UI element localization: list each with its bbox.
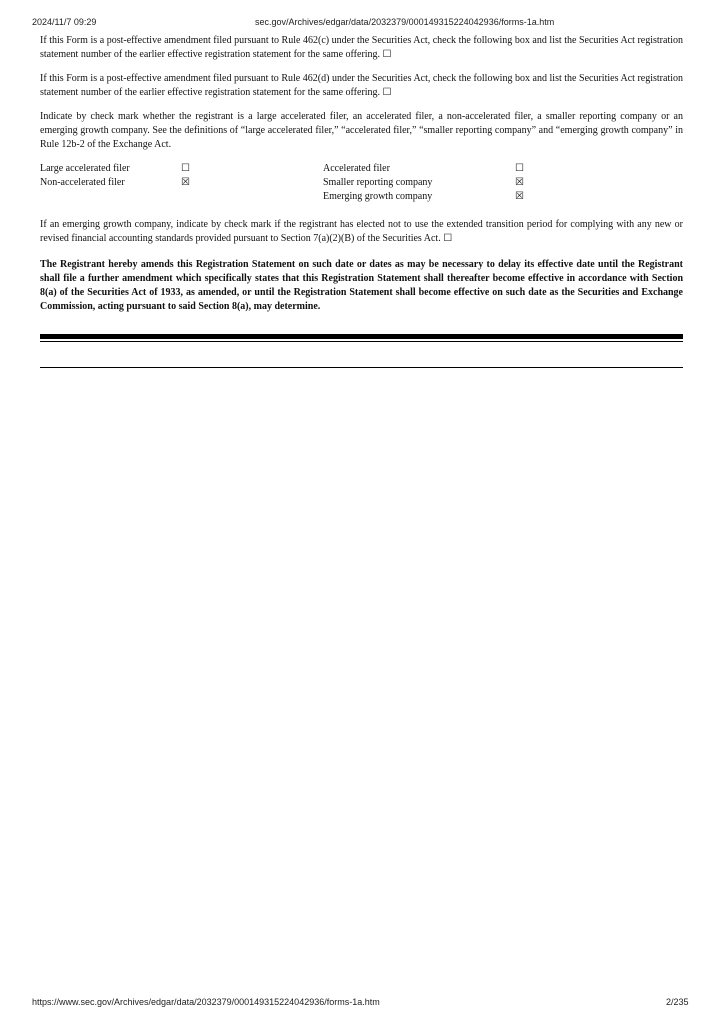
smaller-reporting-company-label: Smaller reporting company bbox=[323, 177, 433, 188]
print-page-number: 2/235 bbox=[666, 997, 689, 1007]
filer-status-table bbox=[40, 162, 683, 208]
document-body bbox=[40, 34, 683, 324]
accelerated-filer-checkbox: ☐ bbox=[515, 163, 524, 174]
section-divider-thin bbox=[40, 341, 683, 342]
print-datetime: 2024/11/7 09:29 bbox=[32, 17, 97, 27]
print-footer-url: https://www.sec.gov/Archives/edgar/data/2032379/000149315224042936/forms-1a.htm bbox=[32, 997, 380, 1007]
rule-462d-paragraph: If this Form is a post-effective amendment filed pursuant to Rule 462(d) under the Securities Act, check the following box and list the Securities Act registration statement number of the earlier effective registration statement for the same offering. ☐ bbox=[40, 73, 683, 98]
accelerated-filer-label: Accelerated filer bbox=[323, 163, 390, 174]
smaller-reporting-company-checkbox: ☒ bbox=[515, 177, 524, 188]
non-accelerated-filer-label: Non-accelerated filer bbox=[40, 177, 125, 188]
delaying-amendment-paragraph: The Registrant hereby amends this Registration Statement on such date or dates as may be necessary to delay its effective date until the Registrant shall file a further amendment which specifically states that this Registration Statement shall thereafter become effective in accordance with Section 8(a) of the Securities Act of 1933, as amended, or until the Registration Statement shall become effective on such date as the Securities and Exchange Commission, acting pursuant to said Section 8(a), may determine. bbox=[40, 259, 683, 312]
emerging-growth-company-label: Emerging growth company bbox=[323, 191, 433, 202]
print-page-url: sec.gov/Archives/edgar/data/2032379/000149315224042936/forms-1a.htm bbox=[255, 17, 555, 27]
section-divider-thick bbox=[40, 334, 683, 339]
emerging-growth-election-paragraph: If an emerging growth company, indicate by check mark if the registrant has elected not to use the extended transition period for complying with any new or revised financial accounting standards provided pursuant to Section 7(a)(2)(B) of the Securities Act. ☐ bbox=[40, 219, 683, 244]
filer-status-instructions: Indicate by check mark whether the registrant is a large accelerated filer, an accelerated filer, a non-accelerated filer, a smaller reporting company or an emerging growth company. See the definitions of “large accelerated filer,” “accelerated filer,” “smaller reporting company” and “emerging growth company” in Rule 12b-2 of the Exchange Act. bbox=[40, 111, 683, 150]
large-accelerated-filer-label: Large accelerated filer bbox=[40, 163, 130, 174]
section-divider-bottom bbox=[40, 367, 683, 368]
large-accelerated-filer-checkbox: ☐ bbox=[181, 163, 190, 174]
rule-462c-paragraph: If this Form is a post-effective amendment filed pursuant to Rule 462(c) under the Securities Act, check the following box and list the Securities Act registration statement number of the earlier effective registration statement for the same offering. ☐ bbox=[40, 35, 683, 60]
emerging-growth-company-checkbox: ☒ bbox=[515, 191, 524, 202]
non-accelerated-filer-checkbox: ☒ bbox=[181, 177, 190, 188]
